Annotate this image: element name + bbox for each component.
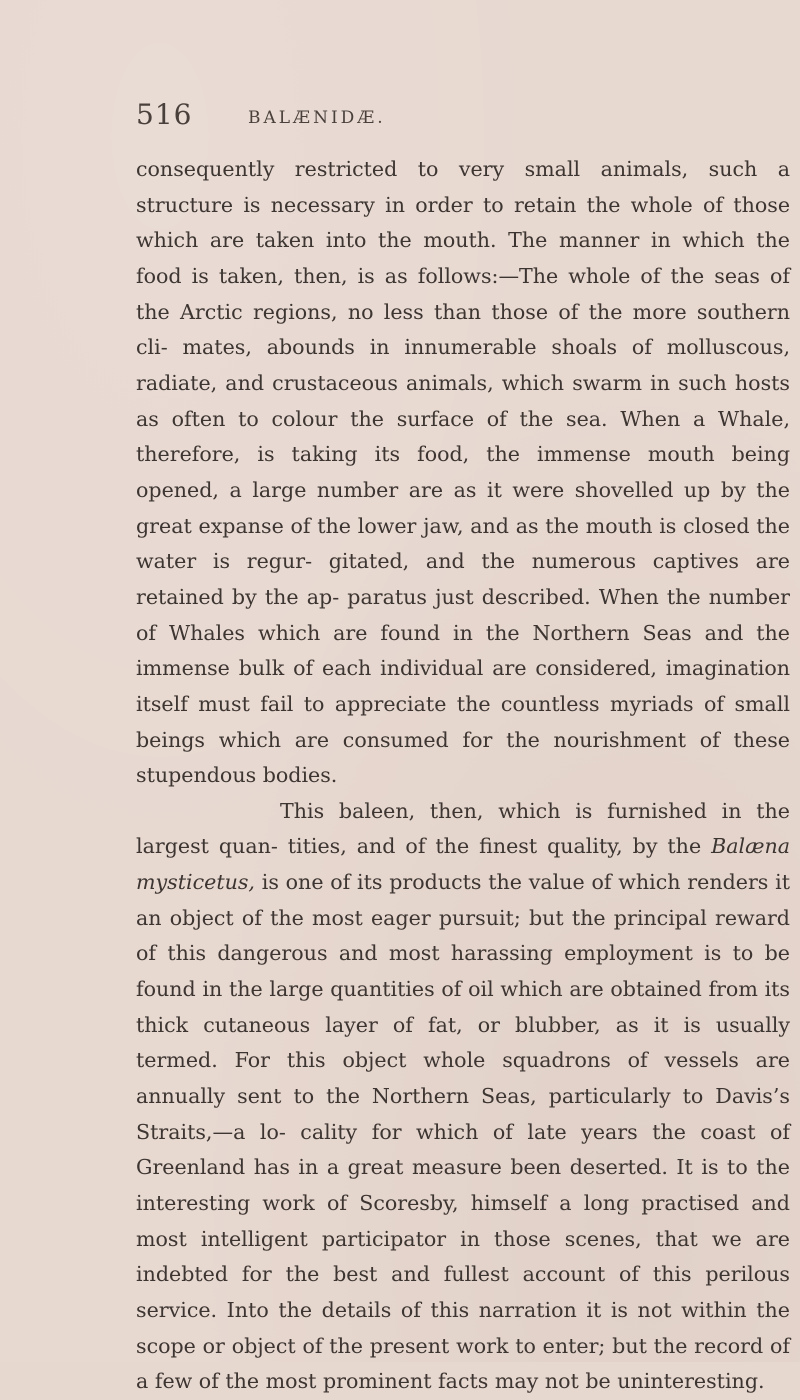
species-name: Balæna mysticetus, bbox=[136, 834, 790, 895]
paragraph-2-end: is one of its products the value of which renders it an object of the most eager pursuit; but the principal reward of this dangerous and most harassing employment is to be found in the large quantities of oil which are obtained from its thick cutaneous layer of fat, or blubber, as it is usually termed. For this object whole squadrons of vessels are annually sent to the Northern Seas, particularly to Davis’s Straits,—a lo- cality for which of late years the coast of Greenland has in a great measure been deserted. It is to the interesting work of Scoresby, himself a long practised and most intelligent participator in those scenes, that we are indebted for the best and fullest account of this perilous service. Into the details of this narration it is not within the scope or object of the present work to enter; but the record of a few of the most prominent facts may not be uninteresting. bbox=[136, 870, 790, 1394]
paragraph-2-start: This baleen, then, which is furnished in the largest quan- tities, and of the finest quality, by the bbox=[136, 798, 790, 859]
body-text bbox=[136, 152, 790, 1400]
paragraph-1: consequently restricted to very small animals, such a structure is necessary in order to retain the whole of those which are taken into the mouth. The manner in which the food is taken, then, is as follows:—The whole of the seas of the Arctic regions, no less than those of the more southern cli- mates, abounds in innumerable shoals of molluscous, radiate, and crustaceous animals, which swarm in such hosts as often to colour the surface of the sea. When a Whale, therefore, is taking its food, the immense mouth being opened, a large number are as it were shovelled up by the great expanse of the lower jaw, and as the mouth is closed the water is regur- gitated, and the numerous captives are retained by the ap- paratus just described. When the number of Whales which are found in the Northern Seas and the immense bulk of each individual are considered, imagination itself must fail to appreciate the countless myriads of small beings which are consumed for the nourishment of these stupendous bodies. bbox=[136, 157, 790, 788]
paragraph-2 bbox=[136, 794, 790, 1400]
page-header bbox=[0, 98, 800, 138]
page-number: 516 bbox=[136, 98, 193, 131]
running-title: BALÆNIDÆ. bbox=[248, 108, 386, 128]
